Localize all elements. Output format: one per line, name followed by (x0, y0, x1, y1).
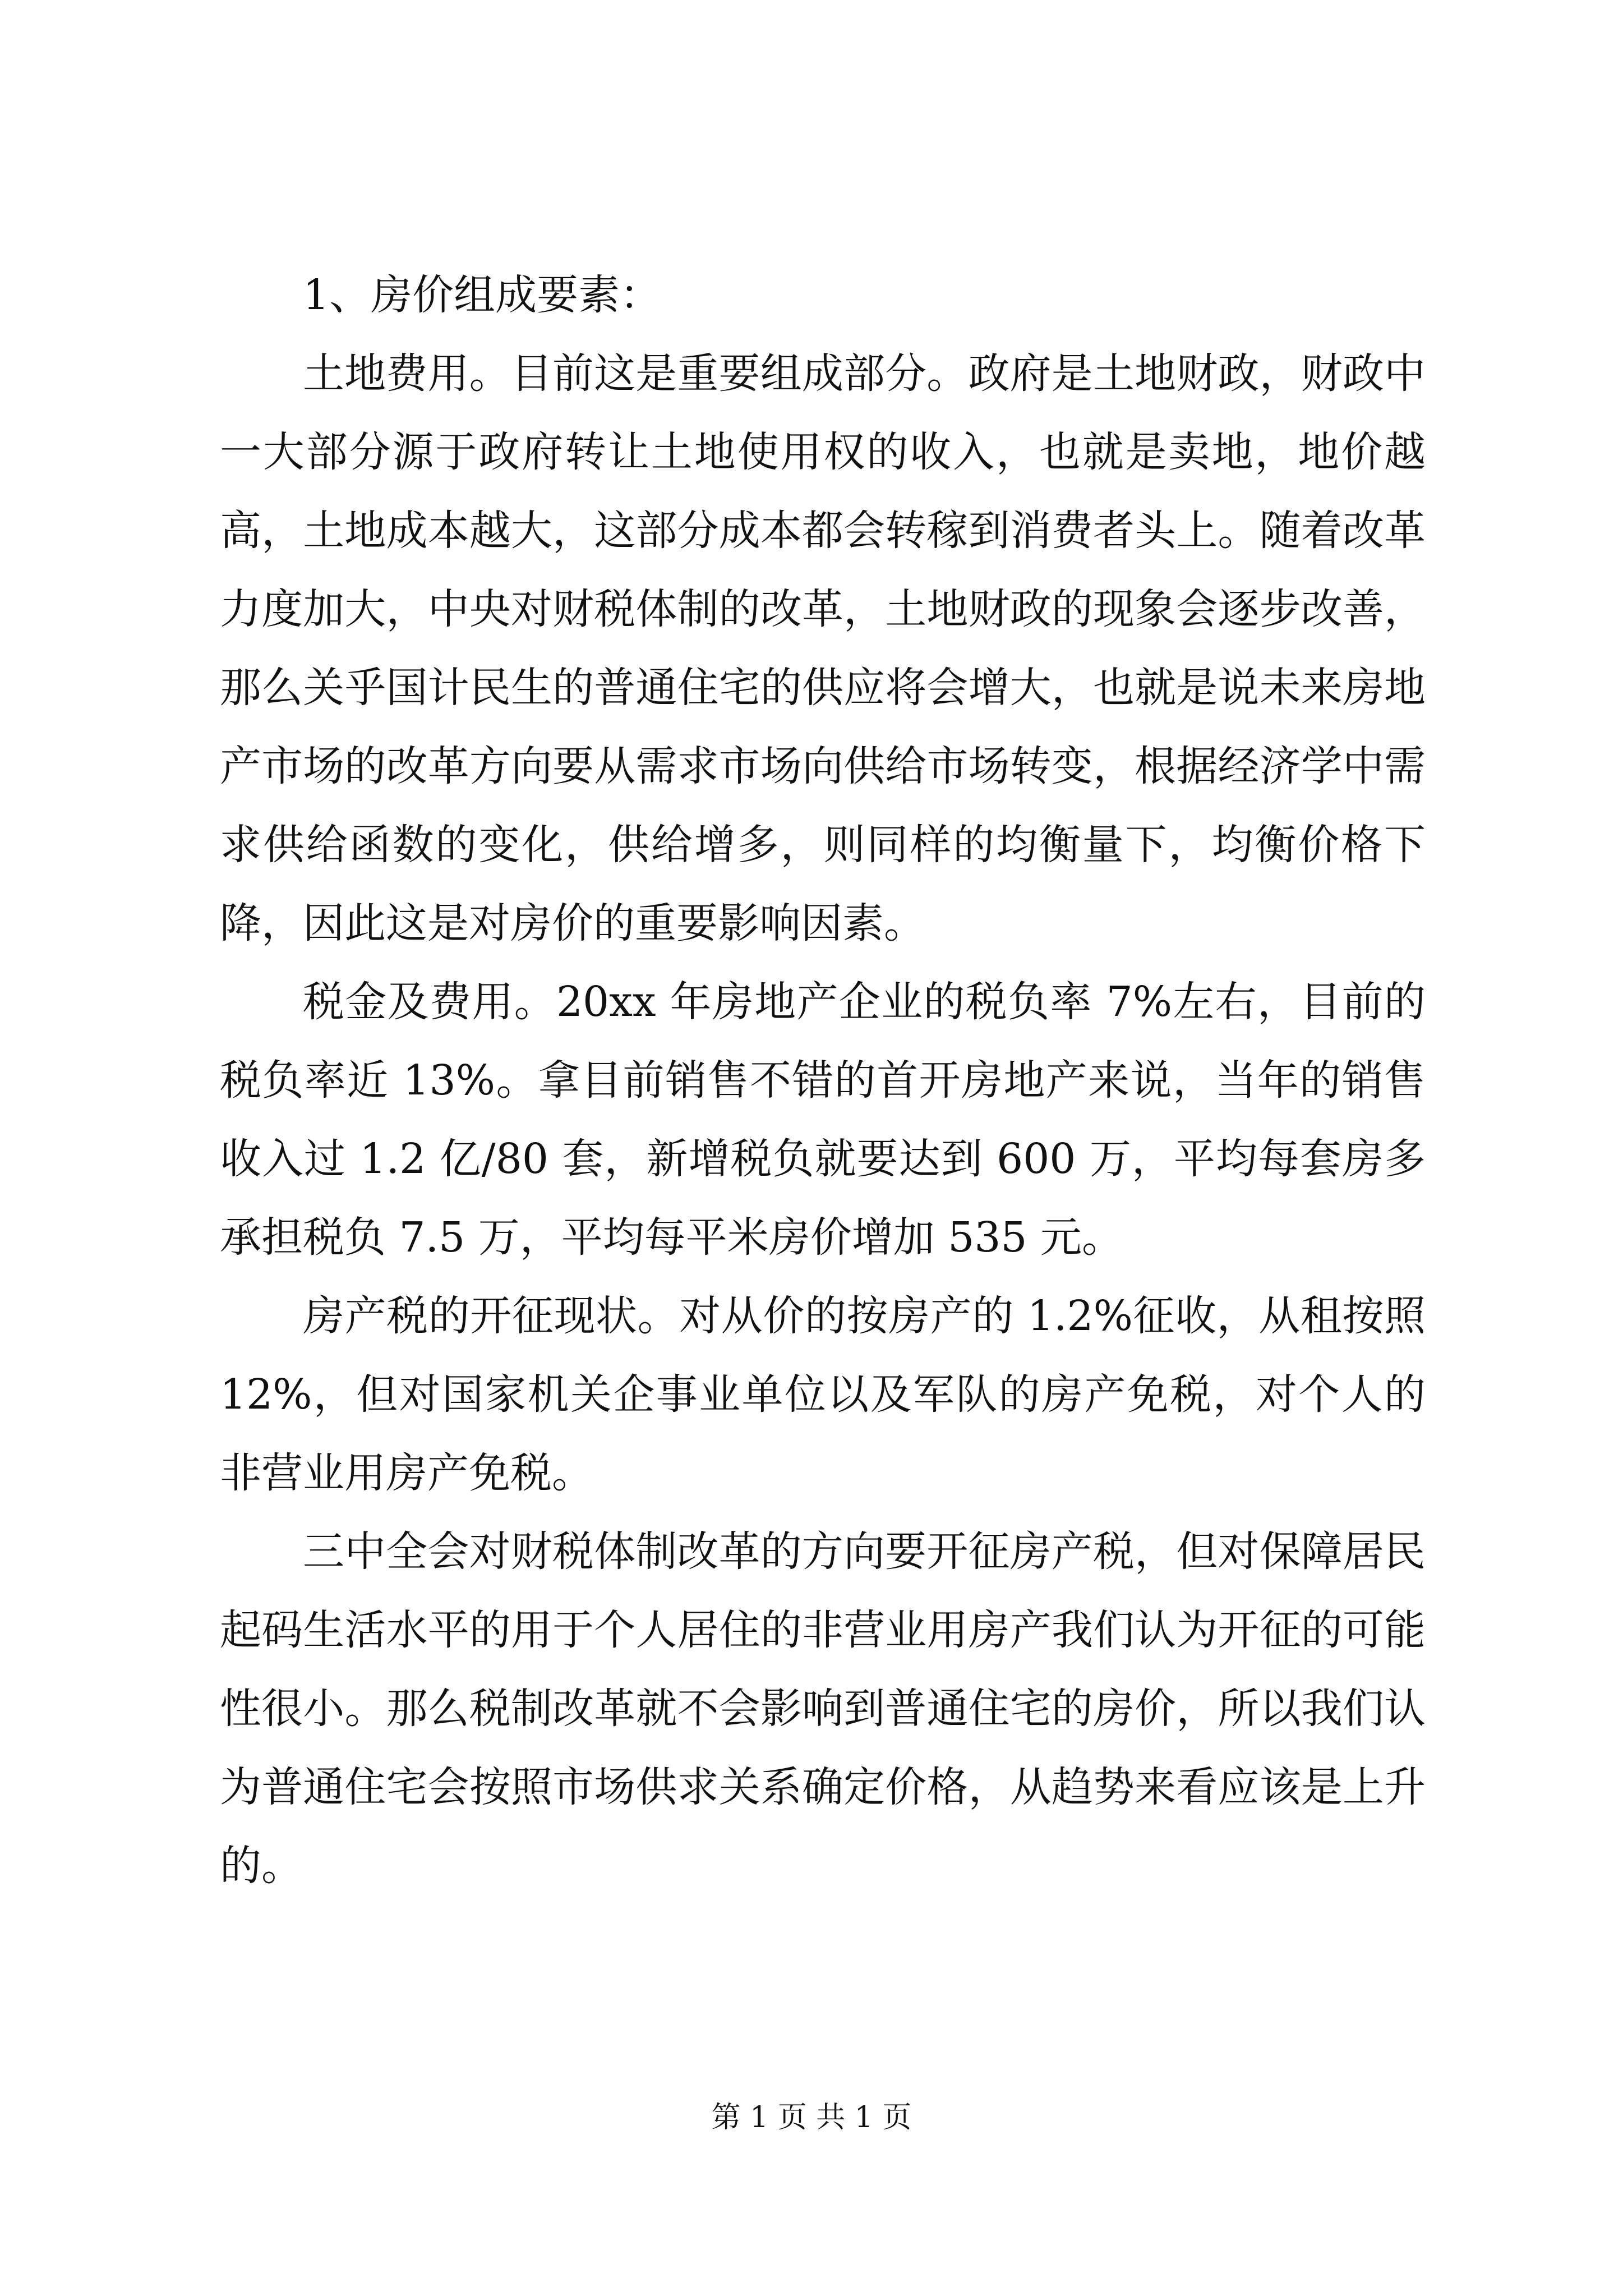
page-footer: 第 1 页 共 1 页 (711, 2101, 912, 2134)
document-body (220, 256, 1426, 1905)
paragraph-tax-reform: 三中全会对财税体制改革的方向要开征房产税，但对保障居民起码生活水平的用于个人居住的非营业用房产我们认为开征的可能性很小。那么税制改革就不会影响到普通住宅的房价，所以我们认为普通住宅会按照市场供求关系确定价格，从趋势来看应该是上升的。 (220, 1527, 1426, 1890)
paragraph-land-cost: 土地费用。目前这是重要组成部分。政府是土地财政，财政中一大部分源于政府转让土地使用权的收入，也就是卖地，地价越高，土地成本越大，这部分成本都会转稼到消费者头上。随着改革力度加大，中央对财税体制的改革，土地财政的现象会逐步改善，那么关乎国计民生的普通住宅的供应将会增大，也就是说未来房地产市场的改革方向要从需求市场向供给市场转变，根据经济学中需求供给函数的变化，供给增多，则同样的均衡量下，均衡价格下降，因此这是对房价的重要影响因素。 (220, 349, 1426, 947)
paragraph-tax-fees: 税金及费用。20xx 年房地产企业的税负率 7%左右，目前的税负率近 13%。拿目前销售不错的首开房地产来说，当年的销售收入过 1.2 亿/80 套，新增税负就要达到 600 万，平均每套房多承担税负 7.5 万，平均每平米房价增加 535 元。 (220, 978, 1426, 1262)
section-heading: 1、房价组成要素： (303, 271, 662, 319)
paragraph-property-tax-status: 房产税的开征现状。对从价的按房产的 1.2%征收，从租按照 12%，但对国家机关企事业单位以及军队的房产免税，对个人的非营业用房产免税。 (220, 1292, 1426, 1497)
